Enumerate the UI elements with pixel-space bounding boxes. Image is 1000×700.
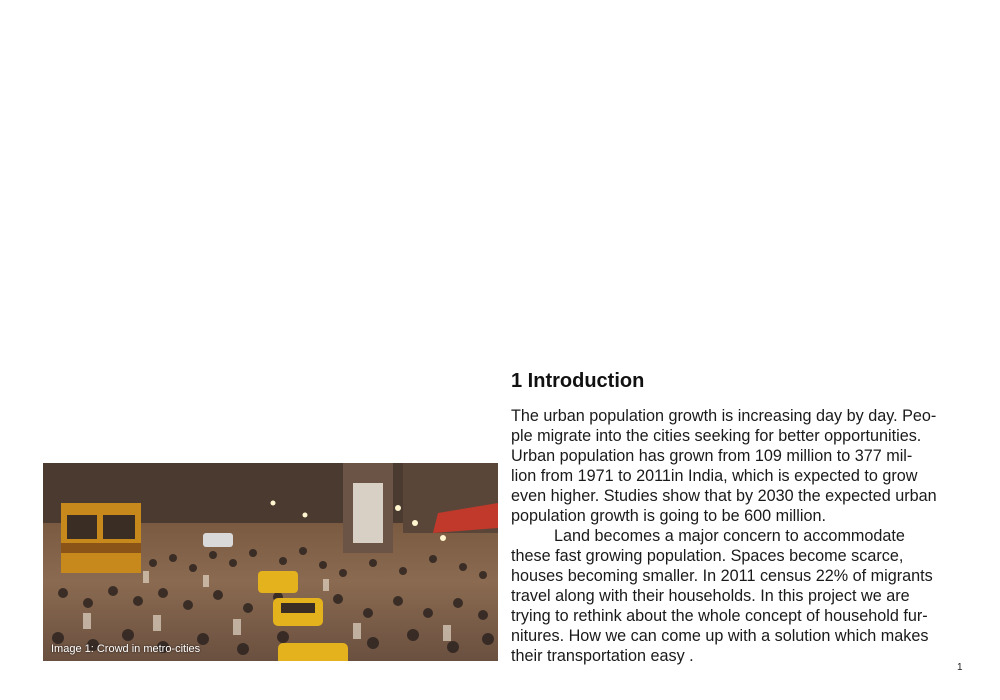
text-line: houses becoming smaller. In 2011 census 22% of migrants [511, 567, 933, 585]
text-line: lion from 1971 to 2011in India, which is expected to grow [511, 467, 918, 485]
introduction-text [511, 406, 956, 666]
text-line: Urban population has grown from 109 million to 377 mil- [511, 447, 913, 465]
text-line: their transportation easy . [511, 647, 694, 665]
page-number: 1 [957, 662, 963, 673]
text-line: population growth is going to be 600 million. [511, 507, 826, 525]
text-line: nitures. How we can come up with a solution which makes [511, 627, 929, 645]
text-line: travel along with their households. In this project we are [511, 587, 910, 605]
text-line: even higher. Studies show that by 2030 the expected urban [511, 487, 937, 505]
crowd-illustration [43, 463, 498, 661]
text-line: these fast growing population. Spaces become scarce, [511, 547, 904, 565]
text-line: Land becomes a major concern to accommodate [554, 527, 905, 545]
text-line: The urban population growth is increasing day by day. Peo- [511, 407, 937, 425]
section-heading: 1 Introduction [511, 370, 645, 392]
text-line: trying to rethink about the whole concept of household fur- [511, 607, 928, 625]
crowd-photo [43, 463, 498, 661]
figure-caption: Image 1: Crowd in metro-cities [51, 643, 201, 655]
text-line: ple migrate into the cities seeking for better opportunities. [511, 427, 922, 445]
